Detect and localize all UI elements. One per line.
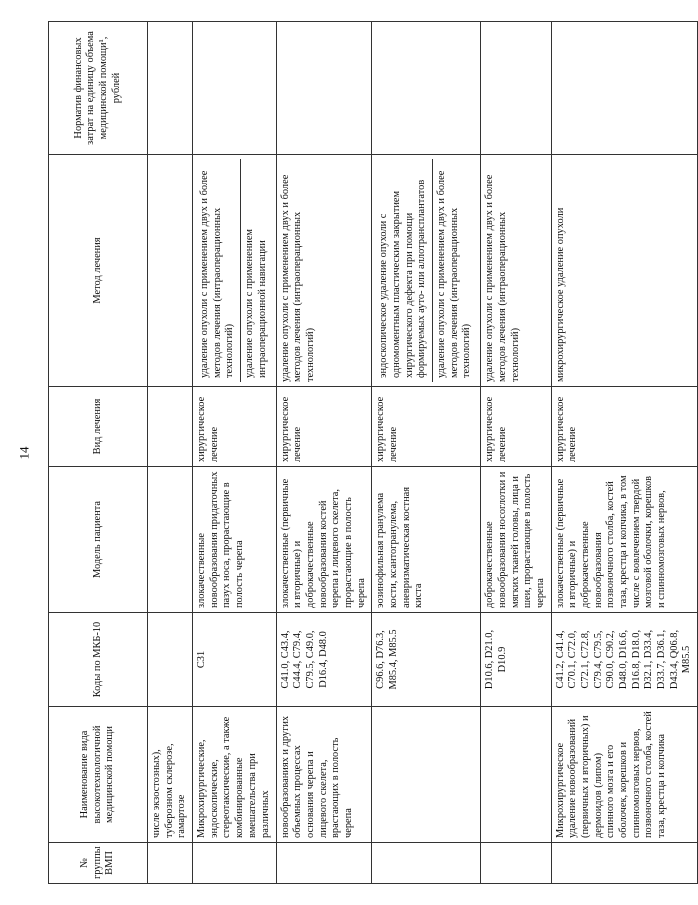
header-norm: Норматив финансовых затрат на единицу объема медицинской помощи¹, рублей [49,22,148,155]
name-cell: Микрохирургические, эндоскопические, стереотаксические, а также комбинированные вмешательства при различных [193,707,276,843]
model-cell: злокачественные (первичные и вторичные) и доброкачественные новообразования костей черепа и лицевого скелета, прорастающие в полость черепа [276,467,372,613]
table-row [193,22,276,884]
model-cell [148,467,193,613]
icd-cell: C41.0, C43.4, C44.4, C79.4, C79.5, C49.0, D16.4, D48.0 [276,613,372,707]
norm-cell [276,22,372,155]
group-cell [551,843,698,884]
kind-cell: хирургическое лечение [481,387,551,467]
icd-cell: С31 [193,613,276,707]
kind-cell: хирургическое лечение [193,387,276,467]
name-cell [481,707,551,843]
method-cell [372,155,481,387]
group-cell [372,843,481,884]
method-item: удаление опухоли с применением двух и более методов лечения (интраоперационных технологий) [199,170,236,378]
icd-cell: C96.6, D76.3, M85.4, M85.5 [372,613,481,707]
page-number: 14 [16,446,32,460]
method-cell [193,155,276,387]
header-model: Модель пациента [49,467,148,613]
icd-cell [148,613,193,707]
table-row [481,22,551,884]
method-item: удаление опухоли с применением двух и более методов лечения (интраоперационных технологий) [432,159,477,382]
header-row [49,22,148,884]
header-icd: Коды по МКБ-10 [49,613,148,707]
model-cell: злокачественные новообразования придаточных пазух носа, прорастающие в полость черепа [193,467,276,613]
group-cell [276,843,372,884]
kind-cell: хирургическое лечение [276,387,372,467]
model-cell: злокачественные (первичные и вторичные) и доброкачественные новообразования позвоночного столба, костей таза, крестца и копчика, в том числе с вовлечением твердой мозговой оболочки, корешков и спинномозговых нервов, [551,467,698,613]
group-cell [481,843,551,884]
kind-cell [148,387,193,467]
method-cell: удаление опухоли с применением двух и более методов лечения (интраоперационных технологий) [481,155,551,387]
header-method: Метод лечения [49,155,148,387]
name-cell: Микрохирургическое удаление новообразований (первичных и вторичных) и дермоидов (липом) спинного мозга и его оболочек, корешков и спинномозговых нервов, позвоночного столба, костей таза, крестца и копчика [551,707,698,843]
header-name: Наименование вида высокотехнологичной медицинской помощи [49,707,148,843]
norm-cell [193,22,276,155]
model-cell: эозинофильная гранулема кости, ксантогранулема, аневризматическая костная киста [372,467,481,613]
method-cell [148,155,193,387]
norm-cell [551,22,698,155]
model-cell: доброкачественные новообразования носоглотки и мягких тканей головы, лица и шеи, прорастающие в полость черепа [481,467,551,613]
method-cell: микрохирургическое удаление опухоли [551,155,698,387]
header-group: № группы ВМП [49,843,148,884]
norm-cell [148,22,193,155]
name-cell: новообразованиях и других объемных процессах основания черепа и лицевого скелета, врастающих в полость черепа [276,707,372,843]
rotated-page [48,22,693,884]
norm-cell [481,22,551,155]
method-item: удаление опухоли с применением интраоперационной навигации [240,159,272,382]
icd-cell: C41.2, C41.4, C70.1, C72.0, C72.1, C72.8, C79.4, C79.5, C90.0, C90.2, D48.0, D16.6, D16.8, D18.0, D32.1, D33.4, D33.7, D36.1, D43.4, Q06.8, M85.5 [551,613,698,707]
name-cell [372,707,481,843]
method-item: эндоскопическое удаление опухоли с одномоментным пластическим закрытием хирургического дефекта при помощи формируемых ауто- или аллотрансплантатов [378,179,428,378]
kind-cell: хирургическое лечение [372,387,481,467]
kind-cell: хирургическое лечение [551,387,698,467]
method-cell: удаление опухоли с применением двух и более методов лечения (интраоперационных технологий) [276,155,372,387]
table-row [372,22,481,884]
table-row [551,22,698,884]
group-cell [193,843,276,884]
header-kind: Вид лечения [49,387,148,467]
icd-cell: D10.6, D21.0, D10.9 [481,613,551,707]
group-cell [148,843,193,884]
table-row [276,22,372,884]
norm-cell [372,22,481,155]
table-row [148,22,193,884]
vmp-table [48,21,698,884]
name-cell: числе экзостозных), туберозном склерозе, гамартозе [148,707,193,843]
